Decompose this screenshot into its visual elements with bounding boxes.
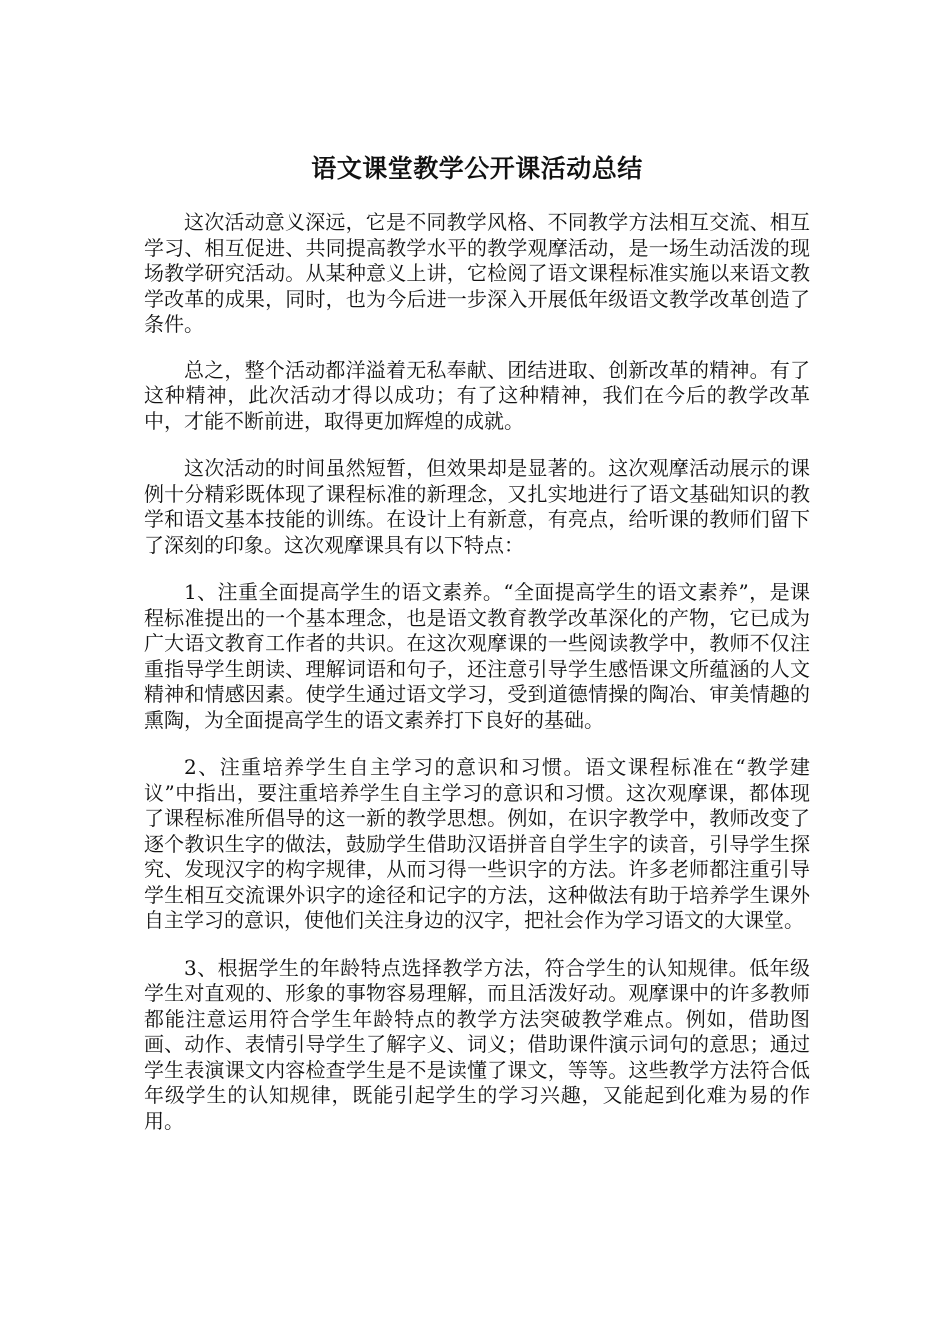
paragraph-5: 2、注重培养学生自主学习的意识和习惯。语文课程标准在“教学建议”中指出，要注重培养学生自主学习的意识和习惯。这次观摩课，都体现了课程标准所倡导的这一新的教学思想。例如，在识字教学中，教师改变了逐个教识生字的做法，鼓励学生借助汉语拼音自学生字的读音，引导学生探究、发现汉字的构字规律，从而习得一些识字的方法。许多老师都注重引导学生相互交流课外识字的途径和记字的方法，这种做法有助于培养学生课外自主学习的意识，使他们关注身边的汉字，把社会作为学习语文的大课堂。: [144, 755, 810, 932]
document-body: [144, 210, 810, 1158]
document-title: 语文课堂教学公开课活动总结: [311, 153, 643, 183]
paragraph-3: 这次活动的时间虽然短暂，但效果却是显著的。这次观摩活动展示的课例十分精彩既体现了课程标准的新理念，又扎实地进行了语文基础知识的教学和语文基本技能的训练。在设计上有新意，有亮点，给听课的教师们留下了深刻的印象。这次观摩课具有以下特点：: [144, 456, 810, 557]
paragraph-4: 1、注重全面提高学生的语文素养。“全面提高学生的语文素养”，是课程标准提出的一个基本理念，也是语文教育教学改革深化的产物，它已成为广大语文教育工作者的共识。在这次观摩课的一些阅读教学中，教师不仅注重指导学生朗读、理解词语和句子，还注意引导学生感悟课文所蕴涵的人文精神和情感因素。使学生通过语文学习，受到道德情操的陶冶、审美情趣的熏陶，为全面提高学生的语文素养打下良好的基础。: [144, 580, 810, 732]
paragraph-2: 总之，整个活动都洋溢着无私奉献、团结进取、创新改革的精神。有了这种精神，此次活动才得以成功；有了这种精神，我们在今后的教学改革中，才能不断前进，取得更加辉煌的成就。: [144, 357, 810, 433]
paragraph-1: 这次活动意义深远，它是不同教学风格、不同教学方法相互交流、相互学习、相互促进、共同提高教学水平的教学观摩活动，是一场生动活泼的现场教学研究活动。从某种意义上讲，它检阅了语文课程标准实施以来语文教学改革的成果，同时，也为今后进一步深入开展低年级语文教学改革创造了条件。: [144, 210, 810, 336]
paragraph-6: 3、根据学生的年龄特点选择教学方法，符合学生的认知规律。低年级学生对直观的、形象的事物容易理解，而且活泼好动。观摩课中的许多教师都能注意运用符合学生年龄特点的教学方法突破教学难点。例如，借助图画、动作、表情引导学生了解字义、词义；借助课件演示词句的意思；通过学生表演课文内容检查学生是不是读懂了课文，等等。这些教学方法符合低年级学生的认知规律，既能引起学生的学习兴趣，又能起到化难为易的作用。: [144, 955, 810, 1133]
